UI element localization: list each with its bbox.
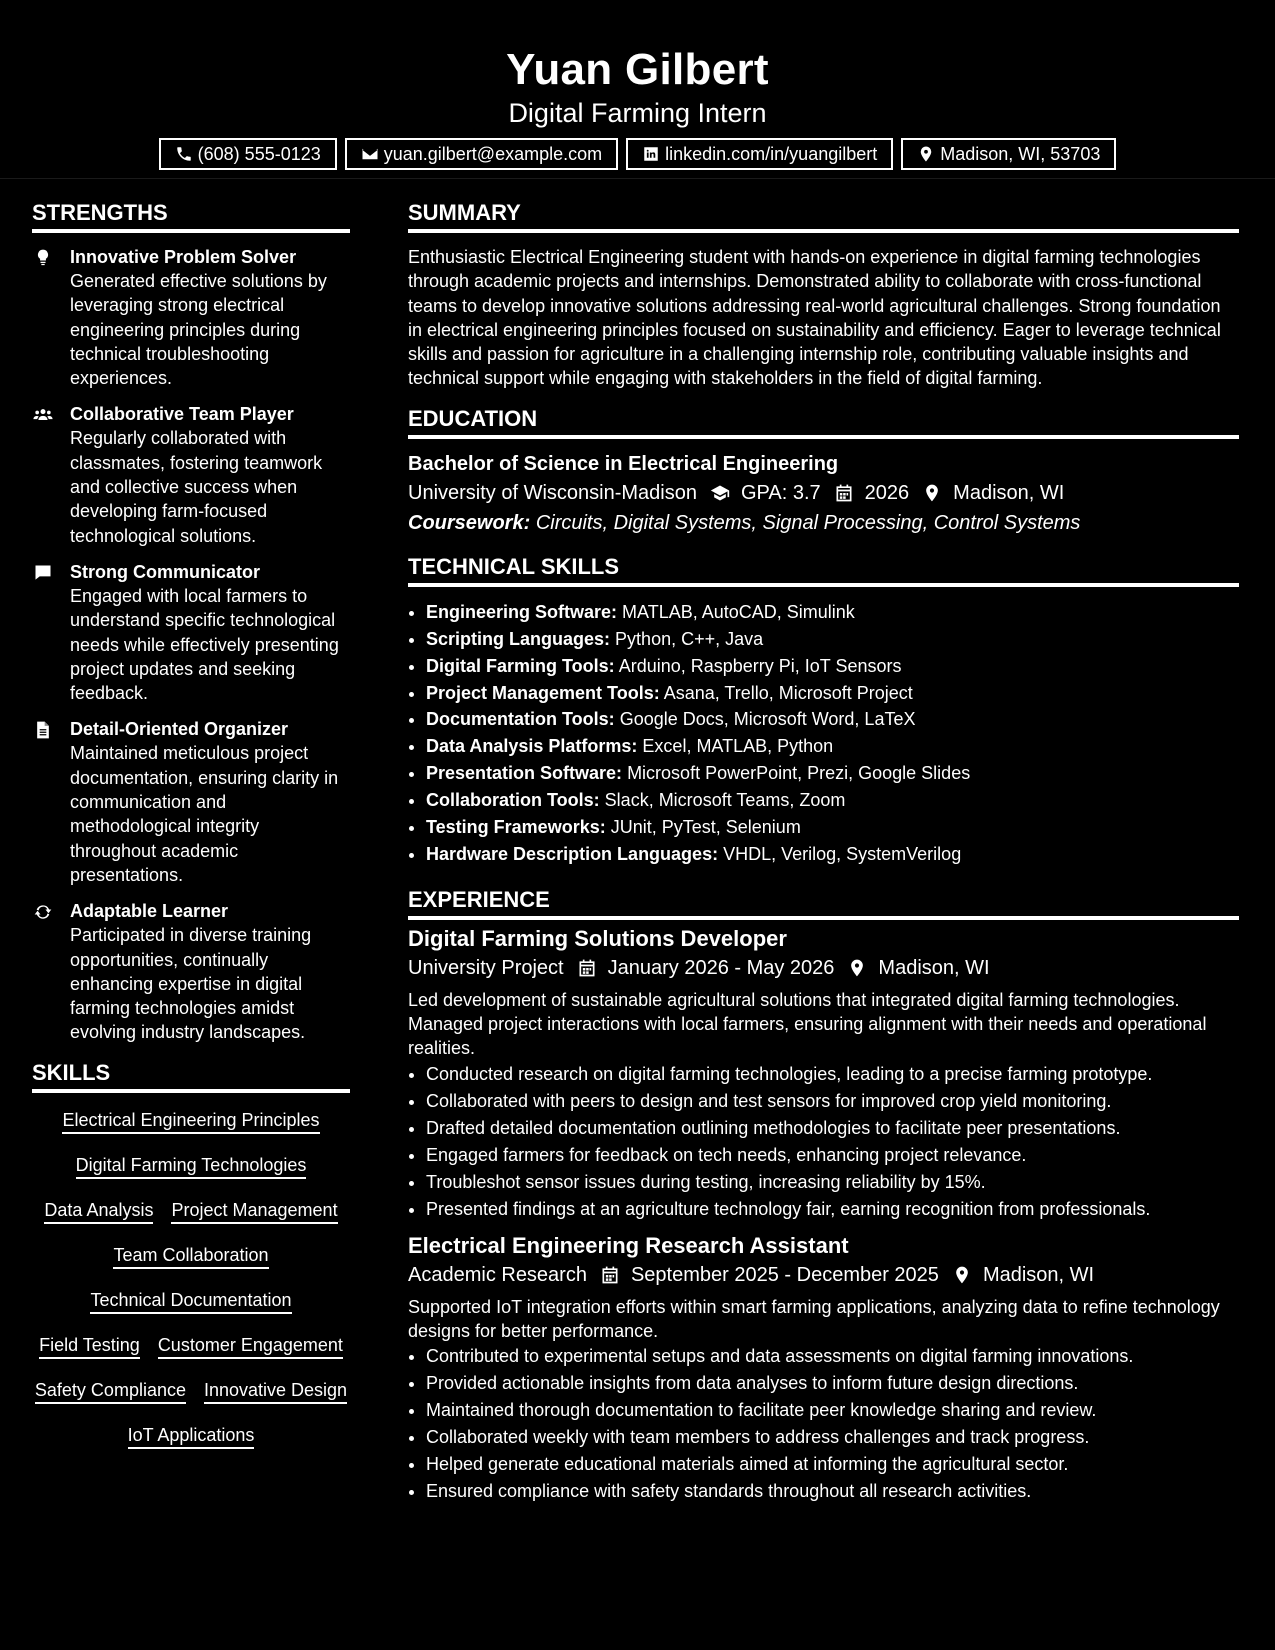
skill-category: Presentation Software: [426,763,623,784]
contact-linkedin[interactable] [626,138,893,170]
job-location: Madison, WI [982,1263,1095,1286]
contact-location-text: Madison, WI, 53703 [940,143,1101,164]
calendar-icon [833,483,855,503]
candidate-title: Digital Farming Intern [508,98,767,128]
skill-category: Hardware Description Languages: [426,843,719,864]
calendar-icon [599,1265,621,1285]
job-org: University Project [408,956,564,979]
contact-bar [0,138,1275,170]
job-location: Madison, WI [878,956,990,979]
strength-title: Collaborative Team Player [70,404,294,425]
skill-tag: Team Collaboration [113,1243,268,1269]
job-org: Academic Research [408,1263,587,1286]
skill-values: Google Docs, Microsoft Word, LaTeX [619,709,916,730]
strength-item [32,560,350,705]
list-item [426,733,1239,760]
education-year: 2026 [864,481,910,504]
list-item [426,680,1239,707]
skill-values: Microsoft PowerPoint, Prezi, Google Slides [627,763,971,784]
strength-description: Generated effective solutions by leveraging strong electrical engineering principles during technical troubleshooting experiences. [70,271,327,389]
list-item: • Drafted detailed documentation outlining methodologies to facilitate peer presentations. [426,1115,1239,1142]
skill-category: Digital Farming Tools: [426,655,615,676]
skill-values: MATLAB, AutoCAD, Simulink [622,601,855,622]
job-entry [408,1233,1239,1506]
list-item: • Helped generate educational materials aimed at informing the agricultural sector. [426,1451,1239,1478]
education-heading: EDUCATION [408,405,1239,439]
contact-email-text: yuan.gilbert@example.com [383,143,603,164]
lightbulb-icon [32,248,54,268]
refresh-icon [32,902,54,922]
education-meta [408,477,1239,509]
location-icon [917,145,935,163]
candidate-name: Yuan Gilbert [506,45,769,94]
skill-tag: Customer Engagement [158,1333,343,1359]
summary-heading: SUMMARY [408,199,1239,233]
job-description: Led development of sustainable agricultural solutions that integrated digital farming technologies. Managed project interactions with local farmers, ensuring alignment with their needs and operational realities. [408,989,1207,1059]
list-item: • Ensured compliance with safety standards throughout all research activities. [426,1478,1239,1505]
job-title: Electrical Engineering Research Assistant [408,1232,849,1258]
list-item: • Conducted research on digital farming technologies, leading to a precise farming prototype. [426,1061,1239,1088]
contact-phone[interactable] [159,138,337,170]
skill-category: Documentation Tools: [426,709,615,730]
strength-item [32,245,350,390]
graduation-cap-icon [709,483,731,503]
education-degree: Bachelor of Science in Electrical Engineering [408,452,839,475]
list-item [426,814,1239,841]
skill-values: VHDL, Verilog, SystemVerilog [723,843,962,864]
coursework-label: Coursework: [408,511,531,534]
job-dates: January 2026 - May 2026 [607,956,835,979]
skill-category: Collaboration Tools: [426,790,600,811]
technical-skills-heading: TECHNICAL SKILLS [408,553,1239,587]
job-entry [408,926,1239,1223]
strength-title: Strong Communicator [70,561,261,582]
list-item [426,599,1239,626]
list-item: • Provided actionable insights from data analyses to inform future design directions. [426,1370,1239,1397]
strength-description: Participated in diverse training opportunities, continually enhancing expertise in digital farming technologies amidst evolving industry landscapes. [70,925,312,1043]
strength-description: Maintained meticulous project documentation, ensuring clarity in communication and methodological integrity throughout academic presentations. [70,743,339,885]
skill-category: Data Analysis Platforms: [426,736,638,757]
comment-icon [32,563,54,583]
skill-category: Testing Frameworks: [426,817,606,838]
strengths-heading: STRENGTHS [32,199,350,233]
skills-heading: SKILLS [32,1059,350,1093]
strength-item [32,402,350,547]
skill-tag: Digital Farming Technologies [76,1153,307,1179]
list-item [426,841,1239,868]
job-meta [408,1259,1239,1291]
skill-tag: Innovative Design [204,1378,347,1404]
left-column [32,199,350,1449]
list-item [426,787,1239,814]
skill-category: Scripting Languages: [426,628,611,649]
job-dates: September 2025 - December 2025 [630,1263,939,1286]
location-icon [921,483,943,503]
right-column [408,199,1239,1515]
education-school: University of Wisconsin-Madison [408,481,697,504]
skill-values: Python, C++, Java [615,628,764,649]
skill-category: Engineering Software: [426,601,618,622]
list-item: • Presented findings at an agriculture technology fair, earning recognition from professionals. [426,1196,1239,1223]
list-item: • Contributed to experimental setups and data assessments on digital farming innovations. [426,1343,1239,1370]
strength-item [32,899,350,1044]
strength-item [32,717,350,887]
job-description: Supported IoT integration efforts within smart farming applications, analyzing data to refine technology designs for better performance. [408,1296,1220,1342]
job-meta [408,952,1239,984]
list-item: • Engaged farmers for feedback on tech needs, enhancing project relevance. [426,1142,1239,1169]
skill-values: Excel, MATLAB, Python [642,736,834,757]
education-location: Madison, WI [953,481,1065,504]
contact-location[interactable] [901,138,1116,170]
job-bullets [408,1061,1239,1223]
technical-skills-list [408,599,1239,868]
skill-tag: IoT Applications [128,1423,255,1449]
coursework-list: Circuits, Digital Systems, Signal Processing, Control Systems [535,511,1081,534]
list-item: • Troubleshot sensor issues during testing, increasing reliability by 15%. [426,1169,1239,1196]
skill-values: Asana, Trello, Microsoft Project [663,682,913,703]
summary-text: Enthusiastic Electrical Engineering student with hands-on experience in digital farming technologies through academic projects and internships. Demonstrated ability to collaborate with cross-functional teams to develop innovative solutions addressing real-world agricultural challenges. Strong foundation in electrical engineering principles focused on sustainability and efficiency. Eager to leverage technical skills and passion for agriculture in a challenging internship role, contributing valuable insights and technical support while engaging with stakeholders in the field of digital farming. [408,247,1221,389]
users-icon [32,405,54,425]
contact-phone-text: (608) 555-0123 [197,143,321,164]
list-item: • Maintained thorough documentation to facilitate peer knowledge sharing and review. [426,1397,1239,1424]
education-coursework [408,509,1239,537]
email-icon [361,145,379,163]
list-item [426,706,1239,733]
list-item [426,626,1239,653]
resume-header [0,0,1275,179]
skill-values: Slack, Microsoft Teams, Zoom [604,790,846,811]
document-icon [32,720,54,740]
location-icon [951,1265,973,1285]
strength-title: Innovative Problem Solver [70,247,297,267]
experience-heading: EXPERIENCE [408,886,1239,920]
skill-category: Project Management Tools: [426,682,660,703]
skill-tag: Technical Documentation [90,1288,291,1314]
calendar-icon [576,958,598,978]
contact-linkedin-text: linkedin.com/in/yuangilbert [665,143,878,164]
linkedin-icon [642,145,660,163]
list-item [426,760,1239,787]
job-bullets [408,1343,1239,1505]
strength-description: Regularly collaborated with classmates, fostering teamwork and collective success when developing farm-focused technological solutions. [70,428,323,546]
list-item [426,653,1239,680]
list-item: • Collaborated with peers to design and test sensors for improved crop yield monitoring. [426,1088,1239,1115]
skill-tag: Electrical Engineering Principles [62,1108,319,1134]
education-gpa: GPA: 3.7 [740,481,821,504]
skill-tag: Data Analysis [44,1198,153,1224]
list-item: • Collaborated weekly with team members to address challenges and track progress. [426,1424,1239,1451]
skill-tag: Field Testing [39,1333,140,1359]
strength-description: Engaged with local farmers to understand specific technological needs while effectively presenting project updates and seeking feedback. [70,585,339,704]
skill-values: Arduino, Raspberry Pi, IoT Sensors [618,655,902,676]
job-title: Digital Farming Solutions Developer [408,925,787,951]
skills-list [32,1105,350,1449]
skill-tag: Project Management [171,1198,337,1224]
phone-icon [175,145,193,163]
skill-tag: Safety Compliance [35,1378,186,1404]
strength-title: Detail-Oriented Organizer [70,719,289,740]
skill-values: JUnit, PyTest, Selenium [610,817,801,838]
strength-title: Adaptable Learner [70,901,229,922]
contact-email[interactable] [345,138,618,170]
location-icon [846,958,868,978]
